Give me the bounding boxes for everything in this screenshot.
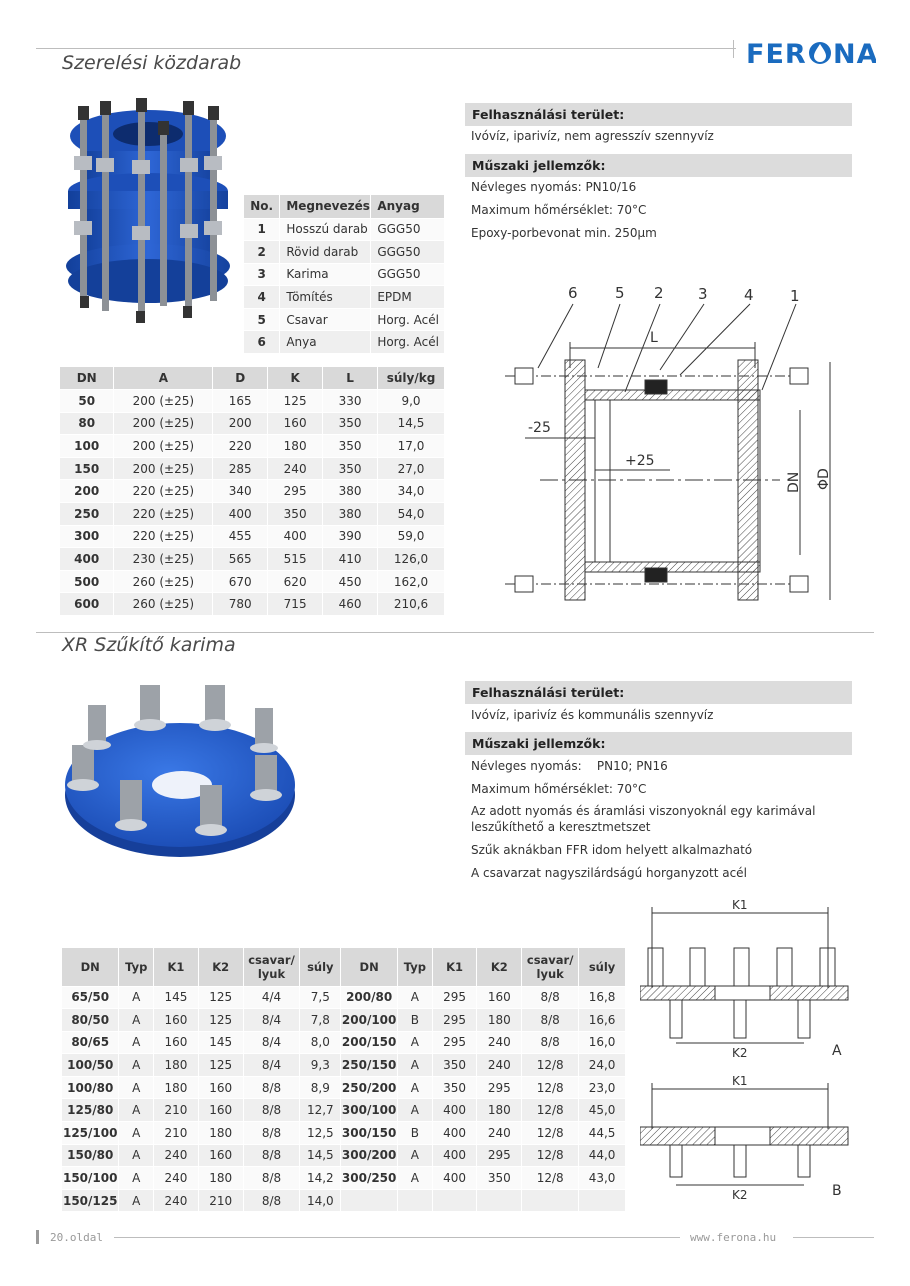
xr-bolts-2: [522, 1189, 579, 1212]
dims-weight: 34,0: [378, 480, 445, 503]
xr-weight: 7,5: [300, 986, 341, 1009]
dims-weight: 210,6: [378, 593, 445, 616]
xr-typ: A: [119, 1009, 154, 1032]
xr-k1-2: 295: [432, 1031, 477, 1054]
svg-text:NA: NA: [833, 39, 876, 70]
xr-dn: 80/50: [62, 1009, 119, 1032]
parts-name: Rövid darab: [280, 241, 371, 264]
xr-k1-2-header: K1: [432, 948, 477, 986]
dims-l: 380: [323, 480, 378, 503]
xr-dn: 125/100: [62, 1122, 119, 1145]
drawing-k1-b: K1: [732, 1074, 748, 1088]
xr-k1: 180: [154, 1054, 199, 1077]
xr-dn: 100/80: [62, 1076, 119, 1099]
xr-bolts-2: 12/8: [522, 1167, 579, 1190]
xr-typ: A: [119, 1054, 154, 1077]
footer-left-mark: [36, 1230, 39, 1244]
xr-k2: 160: [198, 1144, 243, 1167]
xr-k2-2-header: K2: [477, 948, 522, 986]
dims-l: 390: [323, 525, 378, 548]
dims-table: [60, 367, 445, 616]
dims-k: 400: [268, 525, 323, 548]
dims-dn: 80: [60, 412, 114, 435]
xr-typ-2: B: [398, 1009, 433, 1032]
parts-name: Karima: [280, 263, 371, 286]
xr-k1: 240: [154, 1189, 199, 1212]
xr-k1-2: 350: [432, 1054, 477, 1077]
xr-bolts-2: 12/8: [522, 1054, 579, 1077]
xr-weight-2: 44,5: [579, 1122, 626, 1145]
xr-k1: 210: [154, 1099, 199, 1122]
dims-a: 200 (±25): [114, 457, 213, 480]
xr-k1-2: 295: [432, 986, 477, 1009]
xr-typ-2: A: [398, 1031, 433, 1054]
xr-weight: 12,7: [300, 1099, 341, 1122]
dims-l: 350: [323, 457, 378, 480]
dims-header-l: L: [323, 367, 378, 390]
dims-weight: 54,0: [378, 503, 445, 526]
section1-title: Szerelési közdarab: [62, 52, 242, 74]
dims-d: 200: [213, 412, 268, 435]
xr-bolts: 8/4: [243, 1009, 300, 1032]
xr-k1: 240: [154, 1144, 199, 1167]
xr-k2: 180: [198, 1167, 243, 1190]
xr-dn: 65/50: [62, 986, 119, 1009]
xr-dn-2: 200/80: [341, 986, 398, 1009]
xr-dn-2: 300/100: [341, 1099, 398, 1122]
parts-name: Csavar: [280, 308, 371, 331]
dims-d: 780: [213, 593, 268, 616]
section1-tech-1: Maximum hőmérséklet: 70°C: [471, 203, 647, 217]
reducing-flange-photo: [60, 680, 300, 865]
xr-dn: 100/50: [62, 1054, 119, 1077]
section2-tech-3: leszűkíthető a keresztmetszet: [471, 820, 651, 834]
xr-dn-2: [341, 1189, 398, 1212]
parts-no: 5: [244, 308, 280, 331]
section2-title: XR Szűkítő karima: [62, 634, 236, 656]
xr-dn: 150/80: [62, 1144, 119, 1167]
xr-weight: 14,5: [300, 1144, 341, 1167]
dims-k: 240: [268, 457, 323, 480]
parts-header-no: No.: [244, 195, 280, 218]
xr-typ: A: [119, 1189, 154, 1212]
xr-typ-2: A: [398, 1167, 433, 1190]
section1-tech-0: Névleges nyomás: PN10/16: [471, 180, 637, 194]
parts-no: 3: [244, 263, 280, 286]
xr-k2: 125: [198, 986, 243, 1009]
dims-d: 220: [213, 435, 268, 458]
dims-l: 450: [323, 570, 378, 593]
section2-tech-head: Műszaki jellemzők:: [465, 732, 852, 755]
xr-weight-2: 24,0: [579, 1054, 626, 1077]
dims-dn: 500: [60, 570, 114, 593]
parts-material: Horg. Acél: [371, 331, 445, 354]
section2-tech-5: A csavarzat nagyszilárdságú horganyzott acél: [471, 866, 747, 880]
dims-row: [60, 435, 445, 458]
parts-header-material: Anyag: [371, 195, 445, 218]
xr-dn: 150/125: [62, 1189, 119, 1212]
xr-k2-2: 180: [477, 1099, 522, 1122]
xr-typ-2: B: [398, 1122, 433, 1145]
dims-header-k: K: [268, 367, 323, 390]
parts-name: Anya: [280, 331, 371, 354]
dims-a: 200 (±25): [114, 412, 213, 435]
xr-row: [62, 1054, 626, 1077]
xr-k2-2: 295: [477, 1076, 522, 1099]
xr-k1-2: [432, 1189, 477, 1212]
dims-row: [60, 390, 445, 413]
xr-bolts: 8/8: [243, 1076, 300, 1099]
xr-k1-2: 400: [432, 1122, 477, 1145]
dims-dn: 50: [60, 390, 114, 413]
footer-rule-right: [793, 1237, 874, 1238]
xr-k2-2: 160: [477, 986, 522, 1009]
dims-l: 460: [323, 593, 378, 616]
xr-k2: 125: [198, 1054, 243, 1077]
drawing-label-3: 3: [698, 285, 708, 303]
xr-bolts-2: 12/8: [522, 1099, 579, 1122]
xr-typ: A: [119, 1099, 154, 1122]
xr-k2-2: [477, 1189, 522, 1212]
section2-tech-1: Maximum hőmérséklet: 70°C: [471, 782, 647, 796]
dims-a: 220 (±25): [114, 525, 213, 548]
dims-weight: 14,5: [378, 412, 445, 435]
drawing-label-1: 1: [790, 287, 800, 305]
section1-tech-2: Epoxy-porbevonat min. 250µm: [471, 226, 657, 240]
dims-header-d: D: [213, 367, 268, 390]
xr-weight: 9,3: [300, 1054, 341, 1077]
dims-dn: 250: [60, 503, 114, 526]
drawing-label-5: 5: [615, 284, 625, 302]
xr-bolts-2: 8/8: [522, 986, 579, 1009]
footer-url[interactable]: www.ferona.hu: [690, 1231, 777, 1244]
xr-row: [62, 986, 626, 1009]
dims-d: 565: [213, 548, 268, 571]
footer-rule: [114, 1237, 680, 1238]
parts-no: 2: [244, 241, 280, 264]
xr-k1: 240: [154, 1167, 199, 1190]
xr-typ: A: [119, 1031, 154, 1054]
xr-dn: 80/65: [62, 1031, 119, 1054]
xr-bolts-2-header: csavar/ lyuk: [522, 948, 579, 986]
dims-row: [60, 480, 445, 503]
xr-k1-2: 295: [432, 1009, 477, 1032]
dims-l: 350: [323, 412, 378, 435]
xr-weight: 14,2: [300, 1167, 341, 1190]
xr-k2: 160: [198, 1099, 243, 1122]
xr-bolts-2: 12/8: [522, 1144, 579, 1167]
section2-tech-2: Az adott nyomás és áramlási viszonyoknál egy karimával: [471, 804, 816, 818]
dims-l: 350: [323, 435, 378, 458]
section1-usage: Ivóvíz, iparivíz, nem agresszív szennyvíz: [471, 129, 714, 143]
xr-typ-2: A: [398, 1054, 433, 1077]
xr-k1-2: 350: [432, 1076, 477, 1099]
drawing-k2-a: K2: [732, 1046, 748, 1060]
dims-row: [60, 412, 445, 435]
xr-dn-2-header: DN: [341, 948, 398, 986]
dims-k: 160: [268, 412, 323, 435]
dims-row: [60, 570, 445, 593]
xr-weight-2: 23,0: [579, 1076, 626, 1099]
xr-weight-2: 45,0: [579, 1099, 626, 1122]
drawing-label-minus: -25: [528, 420, 551, 436]
xr-row: [62, 1122, 626, 1145]
xr-typ-2: A: [398, 1144, 433, 1167]
xr-k2-2: 350: [477, 1167, 522, 1190]
xr-typ-2: A: [398, 986, 433, 1009]
xr-row: [62, 1076, 626, 1099]
xr-weight: 7,8: [300, 1009, 341, 1032]
xr-k2: 180: [198, 1122, 243, 1145]
xr-bolts-2: 12/8: [522, 1122, 579, 1145]
xr-typ: A: [119, 1076, 154, 1099]
xr-row: [62, 1031, 626, 1054]
xr-bolts: 8/8: [243, 1122, 300, 1145]
xr-row: [62, 1099, 626, 1122]
xr-weight-2: 16,6: [579, 1009, 626, 1032]
parts-material: GGG50: [371, 263, 445, 286]
xr-k1-2: 400: [432, 1144, 477, 1167]
xr-typ-2: [398, 1189, 433, 1212]
drawing-label-plus: +25: [625, 453, 655, 469]
parts-row: [244, 218, 445, 241]
xr-weight: 12,5: [300, 1122, 341, 1145]
xr-row: [62, 1167, 626, 1190]
drawing-label-L: L: [650, 330, 658, 346]
xr-dn-header: DN: [62, 948, 119, 986]
section2-usage: Ivóvíz, iparivíz és kommunális szennyvíz: [471, 708, 714, 722]
section2-usage-head: Felhasználási terület:: [465, 681, 852, 704]
dims-d: 285: [213, 457, 268, 480]
xr-weight-2: 44,0: [579, 1144, 626, 1167]
xr-typ: A: [119, 1167, 154, 1190]
xr-bolts-2: 8/8: [522, 1031, 579, 1054]
parts-name: Tömítés: [280, 286, 371, 309]
xr-bolts: 8/4: [243, 1031, 300, 1054]
xr-typ: A: [119, 1144, 154, 1167]
dims-d: 165: [213, 390, 268, 413]
dims-a: 200 (±25): [114, 435, 213, 458]
dims-row: [60, 457, 445, 480]
dims-a: 260 (±25): [114, 593, 213, 616]
reducing-flange-table: [62, 948, 626, 1212]
xr-weight-2: 16,0: [579, 1031, 626, 1054]
dims-k: 620: [268, 570, 323, 593]
xr-dn: 150/100: [62, 1167, 119, 1190]
xr-dn-2: 250/200: [341, 1076, 398, 1099]
drawing-label-6: 6: [568, 284, 578, 302]
dims-row: [60, 503, 445, 526]
dims-l: 410: [323, 548, 378, 571]
xr-typ: A: [119, 1122, 154, 1145]
dims-k: 180: [268, 435, 323, 458]
dims-k: 515: [268, 548, 323, 571]
xr-bolts: 8/4: [243, 1054, 300, 1077]
reducing-flange-drawing: [640, 893, 855, 1213]
xr-typ-2-header: Typ: [398, 948, 433, 986]
dims-d: 455: [213, 525, 268, 548]
xr-dn-2: 250/150: [341, 1054, 398, 1077]
drawing-label-d: ΦD: [816, 468, 832, 490]
header-rule: [36, 48, 736, 49]
parts-header-name: Megnevezés: [280, 195, 371, 218]
drawing-label-a: A: [832, 1043, 842, 1059]
xr-bolts: 8/8: [243, 1099, 300, 1122]
xr-bolts-header: csavar/ lyuk: [243, 948, 300, 986]
dims-k: 125: [268, 390, 323, 413]
parts-material: GGG50: [371, 241, 445, 264]
xr-row: [62, 1009, 626, 1032]
xr-weight: 14,0: [300, 1189, 341, 1212]
parts-row: [244, 241, 445, 264]
dims-header-dn: DN: [60, 367, 114, 390]
section2-tech-0: Névleges nyomás: PN10; PN16: [471, 759, 668, 773]
page-number: 20.oldal: [50, 1231, 103, 1244]
xr-weight-2-header: súly: [579, 948, 626, 986]
xr-weight-2: 43,0: [579, 1167, 626, 1190]
ferona-logo: [746, 36, 876, 70]
xr-k1-2: 400: [432, 1167, 477, 1190]
dims-l: 380: [323, 503, 378, 526]
dims-a: 200 (±25): [114, 390, 213, 413]
dims-dn: 200: [60, 480, 114, 503]
xr-k2: 160: [198, 1076, 243, 1099]
xr-dn-2: 300/250: [341, 1167, 398, 1190]
drawing-k1-a: K1: [732, 898, 748, 912]
parts-no: 4: [244, 286, 280, 309]
xr-typ: A: [119, 986, 154, 1009]
xr-k2-2: 295: [477, 1144, 522, 1167]
xr-k2: 125: [198, 1009, 243, 1032]
dims-dn: 600: [60, 593, 114, 616]
dims-d: 400: [213, 503, 268, 526]
xr-k1: 160: [154, 1009, 199, 1032]
parts-row: [244, 286, 445, 309]
xr-bolts: 8/8: [243, 1167, 300, 1190]
dims-dn: 150: [60, 457, 114, 480]
dims-weight: 27,0: [378, 457, 445, 480]
svg-text:FER: FER: [746, 39, 807, 70]
xr-bolts: 8/8: [243, 1189, 300, 1212]
parts-no: 6: [244, 331, 280, 354]
header-rule-tick: [733, 40, 734, 58]
xr-row: [62, 1189, 626, 1212]
parts-row: [244, 331, 445, 354]
dims-a: 220 (±25): [114, 480, 213, 503]
dims-k: 715: [268, 593, 323, 616]
dims-weight: 162,0: [378, 570, 445, 593]
dims-row: [60, 548, 445, 571]
dims-row: [60, 593, 445, 616]
dims-k: 350: [268, 503, 323, 526]
xr-k2-2: 240: [477, 1031, 522, 1054]
dismantling-joint-drawing: [500, 280, 845, 610]
dims-dn: 100: [60, 435, 114, 458]
xr-dn-2: 300/200: [341, 1144, 398, 1167]
dims-row: [60, 525, 445, 548]
dims-a: 220 (±25): [114, 503, 213, 526]
parts-row: [244, 263, 445, 286]
dims-a: 230 (±25): [114, 548, 213, 571]
xr-k1-2: 400: [432, 1099, 477, 1122]
dims-d: 670: [213, 570, 268, 593]
xr-weight-header: súly: [300, 948, 341, 986]
dismantling-joint-photo: [60, 96, 235, 331]
xr-k1: 210: [154, 1122, 199, 1145]
drawing-k2-b: K2: [732, 1188, 748, 1202]
xr-k2-2: 240: [477, 1054, 522, 1077]
xr-k2-header: K2: [198, 948, 243, 986]
dims-l: 330: [323, 390, 378, 413]
xr-typ-header: Typ: [119, 948, 154, 986]
xr-dn: 125/80: [62, 1099, 119, 1122]
parts-table: [244, 195, 445, 354]
dims-weight: 9,0: [378, 390, 445, 413]
parts-material: GGG50: [371, 218, 445, 241]
xr-k1: 180: [154, 1076, 199, 1099]
dims-weight: 17,0: [378, 435, 445, 458]
parts-material: EPDM: [371, 286, 445, 309]
section1-tech-head: Műszaki jellemzők:: [465, 154, 852, 177]
drawing-label-dn: DN: [786, 471, 802, 493]
xr-bolts-2: 12/8: [522, 1076, 579, 1099]
parts-row: [244, 308, 445, 331]
dims-a: 260 (±25): [114, 570, 213, 593]
xr-bolts-2: 8/8: [522, 1009, 579, 1032]
xr-k1: 145: [154, 986, 199, 1009]
xr-row: [62, 1144, 626, 1167]
xr-k1-header: K1: [154, 948, 199, 986]
parts-material: Horg. Acél: [371, 308, 445, 331]
section2-tech-4: Szűk aknákban FFR idom helyett alkalmazható: [471, 843, 753, 857]
xr-bolts: 8/8: [243, 1144, 300, 1167]
xr-k2-2: 240: [477, 1122, 522, 1145]
xr-k2: 145: [198, 1031, 243, 1054]
xr-weight: 8,9: [300, 1076, 341, 1099]
xr-typ-2: A: [398, 1099, 433, 1122]
dims-d: 340: [213, 480, 268, 503]
xr-k2: 210: [198, 1189, 243, 1212]
xr-k2-2: 180: [477, 1009, 522, 1032]
drawing-label-b: B: [832, 1183, 842, 1199]
xr-weight: 8,0: [300, 1031, 341, 1054]
dims-weight: 126,0: [378, 548, 445, 571]
xr-bolts: 4/4: [243, 986, 300, 1009]
drawing-label-4: 4: [744, 286, 754, 304]
xr-weight-2: 16,8: [579, 986, 626, 1009]
parts-no: 1: [244, 218, 280, 241]
section1-usage-head: Felhasználási terület:: [465, 103, 852, 126]
xr-weight-2: [579, 1189, 626, 1212]
dims-weight: 59,0: [378, 525, 445, 548]
dims-dn: 400: [60, 548, 114, 571]
xr-k1: 160: [154, 1031, 199, 1054]
dims-dn: 300: [60, 525, 114, 548]
dims-header-weight: súly/kg: [378, 367, 445, 390]
xr-dn-2: 300/150: [341, 1122, 398, 1145]
dims-k: 295: [268, 480, 323, 503]
xr-typ-2: A: [398, 1076, 433, 1099]
drawing-label-2: 2: [654, 284, 664, 302]
section-divider: [36, 632, 874, 633]
xr-dn-2: 200/100: [341, 1009, 398, 1032]
xr-dn-2: 200/150: [341, 1031, 398, 1054]
parts-name: Hosszú darab: [280, 218, 371, 241]
dims-header-a: A: [114, 367, 213, 390]
